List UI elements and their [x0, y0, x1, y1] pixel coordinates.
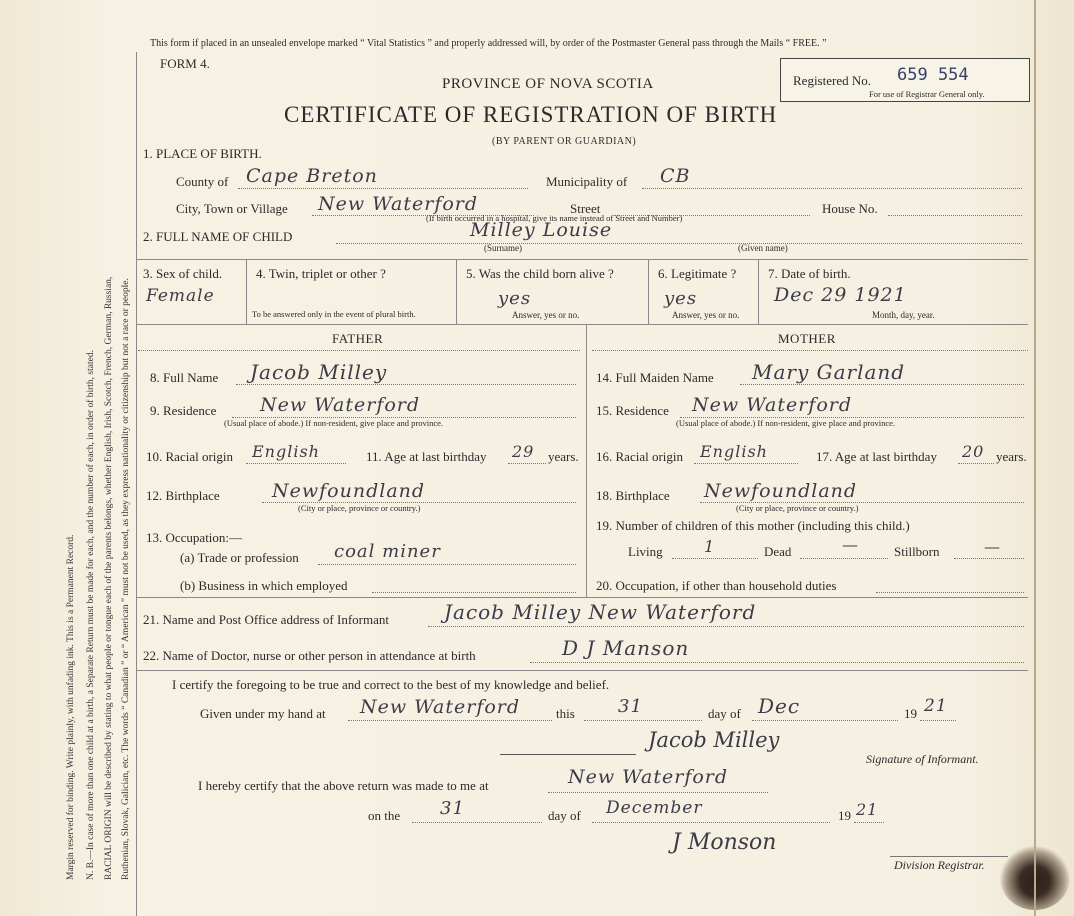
father-age-unit: years.	[548, 449, 579, 464]
mother-res-value: New Waterford	[692, 394, 853, 416]
registered-number: 659 554	[897, 65, 969, 85]
this-label: this	[556, 706, 575, 721]
margin-rule	[136, 52, 137, 916]
registered-box	[780, 58, 1030, 102]
stillborn-label: Stillborn	[894, 544, 940, 559]
living-label: Living	[628, 544, 663, 559]
dayof-label: day of	[708, 706, 741, 721]
province-heading: PROVINCE OF NOVA SCOTIA	[442, 76, 654, 92]
registered-label: Registered No.	[793, 73, 871, 88]
father-res-label: 9. Residence	[150, 403, 217, 418]
alive-label: 5. Was the child born alive ?	[466, 266, 614, 281]
mother-age-value: 20	[962, 442, 985, 461]
side-note-2: N. B.—In case of more than one child at a birth, a Separate Return must be made for each, and the number of each, in order of birth, stated.	[86, 350, 96, 880]
legit-note: Answer, yes or no.	[672, 310, 740, 320]
given-place: New Waterford	[360, 696, 521, 718]
registrar-month: December	[606, 798, 703, 818]
onthe-label: on the	[368, 808, 401, 823]
father-bp-label: 12. Birthplace	[146, 488, 220, 503]
registrar-place: New Waterford	[568, 766, 729, 788]
side-note-3: RACIAL ORIGIN will be described by stating to what people or tongue each of the parents belongs, whether English, Irish, Scotch, French, German, Russian,	[104, 276, 114, 880]
informant-signature: Jacob Milley	[648, 728, 780, 752]
father-bp-value: Newfoundland	[272, 480, 426, 502]
page-subtitle: (BY PARENT OR GUARDIAN)	[492, 136, 637, 147]
legit-label: 6. Legitimate ?	[658, 266, 737, 281]
registrar-label: Division Registrar.	[894, 858, 985, 872]
mother-res-note: (Usual place of abode.) If non-resident, give place and province.	[676, 418, 896, 428]
father-business-label: (b) Business in which employed	[180, 578, 348, 593]
mother-heading: MOTHER	[778, 331, 836, 346]
page-title: CERTIFICATE OF REGISTRATION OF BIRTH	[284, 102, 778, 127]
given-year-suffix: 21	[924, 696, 948, 716]
alive-note: Answer, yes or no.	[512, 310, 580, 320]
place-of-birth-label: 1. PLACE OF BIRTH.	[143, 146, 262, 161]
mother-bp-label: 18. Birthplace	[596, 488, 670, 503]
this-day: 31	[618, 696, 643, 717]
mother-bp-value: Newfoundland	[704, 480, 858, 502]
given-label: Given under my hand at	[200, 706, 326, 721]
mother-racial-value: English	[700, 442, 768, 461]
father-racial-value: English	[252, 442, 320, 461]
side-note-1: Margin reserved for binding. Write plainly, with unfading ink. This is a Permanent Record.	[66, 534, 76, 880]
municipality-label: Municipality of	[546, 174, 628, 189]
form-number: FORM 4.	[160, 56, 210, 71]
twin-label: 4. Twin, triplet or other ?	[256, 266, 386, 281]
informant-signature-label: Signature of Informant.	[866, 752, 979, 766]
father-age-label: 11. Age at last birthday	[366, 449, 487, 464]
father-racial-label: 10. Racial origin	[146, 449, 234, 464]
mother-occ-label: 20. Occupation, if other than household duties	[596, 578, 837, 593]
father-res-value: New Waterford	[260, 394, 421, 416]
father-bp-note: (City or place, province or country.)	[298, 503, 421, 513]
twin-note: To be answered only in the event of plural birth.	[252, 309, 416, 319]
registrar-text: I hereby certify that the above return was made to me at	[198, 778, 489, 793]
father-age-value: 29	[512, 442, 535, 461]
legit-value: yes	[664, 288, 698, 309]
mother-racial-label: 16. Racial origin	[596, 449, 684, 464]
registrar-year-prefix: 19	[838, 808, 851, 823]
mother-age-unit: years.	[996, 449, 1027, 464]
father-occ-label: 13. Occupation:—	[146, 530, 243, 545]
date-label: 7. Date of birth.	[768, 266, 851, 281]
given-note: (Given name)	[738, 243, 788, 253]
registrar-dayof-label: day of	[548, 808, 581, 823]
certify-text: I certify the foregoing to be true and correct to the best of my knowledge and belief.	[172, 677, 610, 692]
child-name-value: Milley Louise	[470, 219, 613, 241]
side-margin-notes	[0, 0, 130, 916]
date-value: Dec 29 1921	[774, 284, 907, 306]
mother-res-label: 15. Residence	[596, 403, 669, 418]
municipality-value: CB	[660, 165, 691, 187]
doctor-value: D J Manson	[562, 636, 690, 660]
hospital-note: (If birth occurred in a hospital, give its name instead of Street and Number)	[426, 213, 683, 223]
alive-value: yes	[498, 288, 532, 309]
surname-note: (Surname)	[484, 243, 522, 253]
registrar-day: 31	[440, 798, 465, 819]
mother-age-label: 17. Age at last birthday	[816, 449, 937, 464]
mother-name-label: 14. Full Maiden Name	[596, 370, 714, 385]
registrar-signature: J Monson	[672, 830, 777, 855]
side-note-4: Ruthenian, Slovak, Galician, etc. The words “ Canadian ” or “ American ” must not be used, as they express nationality or citizenship but not a race or people.	[121, 278, 131, 880]
dead-value: —	[842, 535, 859, 554]
city-label: City, Town or Village	[176, 201, 288, 216]
city-value: New Waterford	[318, 193, 479, 215]
registrar-year-suffix: 21	[856, 800, 879, 819]
father-heading: FATHER	[332, 331, 384, 346]
house-label: House No.	[822, 201, 878, 216]
father-name-value: Jacob Milley	[250, 360, 388, 384]
top-notice: This form if placed in an unsealed envelope marked “ Vital Statistics ” and properly addressed will, by order of the Postmaster General pass through the Mails “ FREE. ”	[150, 38, 827, 49]
street-label: Street	[570, 201, 601, 216]
informant-value: Jacob Milley New Waterford	[444, 600, 757, 624]
mother-name-value: Mary Garland	[752, 360, 906, 384]
county-label: County of	[176, 174, 229, 189]
registered-note: For use of Registrar General only.	[869, 89, 985, 99]
father-trade-label: (a) Trade or profession	[180, 550, 299, 565]
county-value: Cape Breton	[246, 165, 378, 187]
living-value: 1	[704, 537, 716, 556]
given-month: Dec	[758, 694, 801, 718]
mother-bp-note: (City or place, province or country.)	[736, 503, 859, 513]
page-edge	[1034, 0, 1036, 916]
sex-label: 3. Sex of child.	[143, 266, 223, 281]
father-trade-value: coal miner	[334, 541, 441, 562]
child-name-label: 2. FULL NAME OF CHILD	[143, 229, 293, 244]
father-name-label: 8. Full Name	[150, 370, 219, 385]
doctor-label: 22. Name of Doctor, nurse or other person in attendance at birth	[143, 648, 476, 663]
dead-label: Dead	[764, 544, 792, 559]
date-note: Month, day, year.	[872, 310, 935, 320]
sex-value: Female	[146, 286, 215, 306]
father-res-note: (Usual place of abode.) If non-resident, give place and province.	[224, 418, 444, 428]
mother-children-label: 19. Number of children of this mother (including this child.)	[596, 518, 910, 533]
given-year-prefix: 19	[904, 706, 917, 721]
informant-label: 21. Name and Post Office address of Informant	[143, 612, 389, 627]
stillborn-value: —	[984, 537, 1001, 556]
